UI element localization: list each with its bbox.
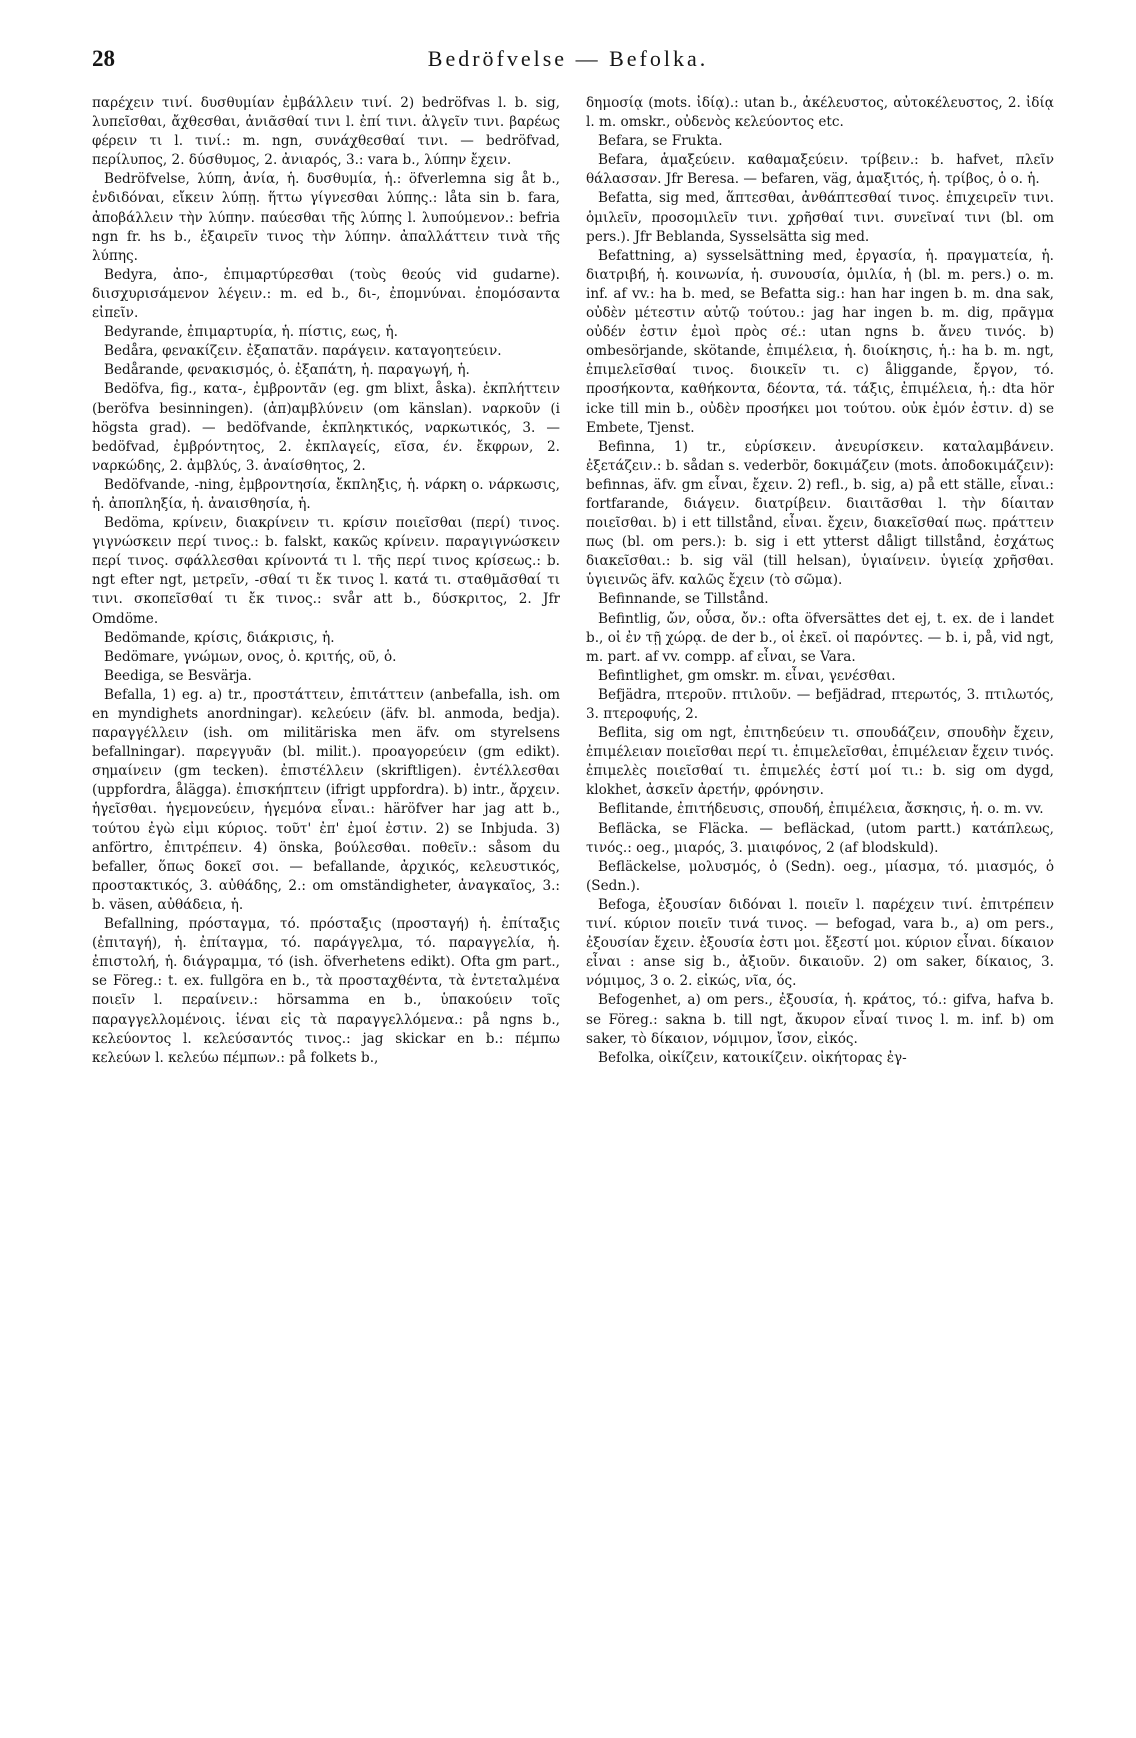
entry: Bedömande, κρίσις, διάκρισις, ἡ. — [104, 629, 335, 646]
entry: Befattning, a) sysselsättning med, ἐργασία, ἡ. πραγματεία, ἡ. διατριβή, ἡ. κοινωνία, ἡ. συνουσία, ὁμιλία, ἡ (bl. m. pers.) o. m. inf. af vv.: ha b. med, se Befatta sig.: han har ingen b. m. dna sak, οὐδὲν μέτεστιν αὐτῷ τούτου.: jag har ingen b. m. dig, πρᾶγμα οὐδέν ἐστιν ἐμοὶ πρὸς σέ.: utan ngns b. ἄνευ τινός. b) ombesörjande, skötande, ἐπιμέλεια, ἡ. διοίκησις, ἡ.: ha b. m. ngt, ἐπιμελεῖσθαί τινος. διοικεῖν τι. c) åliggande, ἔργον, τό. προσήκοντα, καθήκοντα, δέοντα, τά. τάξις, ἐπιμέλεια, ἡ.: dta hör icke till min b., οὐδὲν προσήκει μοι τούτου. οὐκ ἐμόν ἐστιν. d) se Embete, Tjenst. — [586, 247, 1054, 436]
entry: παρέχειν τινί. δυσθυμίαν ἐμβάλλειν τινί. 2) bedröfvas l. b. sig, λυπεῖσθαι, ἄχθεσθαι, ἀνιᾶσθαί τινι l. ἐπί τινι. ἀλγεῖν τινι. βαρέως φέρειν τι l. τινί.: m. ngn, συνάχθεσθαί τινι. — bedröfvad, περίλυπος, 2. δύσθυμος, 2. ἀνιαρός, 3.: vara b., λύπην ἔχειν. — [92, 95, 560, 169]
entry: Bedöfva, fig., κατα-, ἐμβροντᾶν (eg. gm blixt, åska). ἐκπλήττειν (beröfva besinningen). (ἀπ)αμβλύνειν (om känslan). ναρκοῦν (i högsta grad). — bedöfvande, ἐκπληκτικός, ναρκωτικός, 3. — bedöfvad, ἐμβρόντητος, 2. ἐκπλαγείς, εῖσα, έν. ἔκφρων, 2. ναρκώδης, 2. ἀμβλύς, 3. ἀναίσθητος, 2. — [92, 381, 560, 474]
entry: Befogenhet, a) om pers., ἐξουσία, ἡ. κράτος, τό.: gifva, hafva b. se Föreg.: sakna b. till ngt, ἄκυρον εἶναί τινος l. m. inf. b) om saker, τὸ δίκαιον, νόμιμον, ἴσον, εἰκός. — [586, 992, 1054, 1047]
entry: Bedyrande, ἐπιμαρτυρία, ἡ. πίστις, εως, ἡ. — [104, 324, 398, 341]
running-head: Bedröfvelse — Befolka. — [427, 46, 709, 71]
entry: Befläcka, se Fläcka. — befläckad, (utom partt.) κατάπλεως, τινός.: oeg., μιαρός, 3. μιαιφόνος, 2 (af blodskuld). — [586, 820, 1054, 856]
entry: Bedårande, φενακισμός, ὁ. ἐξαπάτη, ἡ. παραγωγή, ἡ. — [104, 362, 470, 379]
entry: Befläckelse, μολυσμός, ὁ (Sedn). oeg., μίασμα, τό. μιασμός, ὁ (Sedn.). — [586, 858, 1054, 894]
entry: Befintlighet, gm omskr. m. εἶναι, γενέσθαι. — [598, 667, 896, 684]
entry: Bedömare, γνώμων, ονος, ὁ. κριτής, οῦ, ὁ. — [104, 648, 397, 665]
entry: Beediga, se Besvärja. — [104, 667, 252, 684]
entry: Befolka, οἰκίζειν, κατοικίζειν. οἰκήτορας ἐγ- — [598, 1049, 907, 1066]
entry: Befoga, ἐξουσίαν διδόναι l. ποιεῖν l. παρέχειν τινί. ἐπιτρέπειν τινί. κύριον ποιεῖν τινά τινος. — befogad, vara b., a) om pers., ἐξουσίαν ἔχειν. ἐξουσία ἐστι μοι. ἔξεστί μοι. κύριον εἶναι. δίκαιον εἶναι : anse sig b., ἀξιοῦν. δικαιοῦν. 2) om saker, δίκαιος, 3. νόμιμος, 3 o. 2. εἰκώς, νῖα, ός. — [586, 896, 1054, 990]
entry: Befatta, sig med, ἅπτεσθαι, ἀνθάπτεσθαί τινος. ἐπιχειρεῖν τινι. ὁμιλεῖν, προσομιλεῖν τινι. χρῆσθαί τινι. συνεῖναί τινι (bl. om pers.). Jfr Beblanda, Sysselsätta sig med. — [586, 190, 1054, 245]
page-number: 28 — [92, 46, 115, 71]
entry: Befallning, πρόσταγμα, τό. πρόσταξις (προσταγή) ἡ. ἐπίταξις (ἐπιταγή), ἡ. ἐπίταγμα, τό. παράγγελμα, τό. παραγγελία, ἡ. ἐπιστολή, ἡ. διάγραμμα, τό (ish. öfverhetens edikt). Ofta gm part., se Föreg.: t. ex. fullgöra en b., τὰ προσταχθέντα, τὰ ἐντεταλμένα ποιεῖν l. περαίνειν.: hörsamma en b., ὑπακούειν τοῖς παραγγελλομένοις. ἰέναι εἰς τὰ παραγγελλόμενα.: på ngns b., κελεύοντος l. κελεύσαντός τινος.: jag skickar en b.: πέμπω κελεύων l. κελεύω πέμπων.: på folkets b., — [92, 916, 560, 1066]
entry: Befintlig, ὤν, οὖσα, ὄν.: ofta öfversättes det ej, t. ex. de i landet b., οἱ ἐν τῇ χώρᾳ. de der b., οἱ ἐκεῖ. οἱ παρόντες. — b. i, på, vid ngt, m. part. af vv. compp. af εἶναι, se Vara. — [586, 610, 1054, 665]
entry: Bedöma, κρίνειν, διακρίνειν τι. κρίσιν ποιεῖσθαι (περί) τινος. γιγνώσκειν περί τινος.: b. falskt, κακῶς κρίνειν. παραγιγνώσκειν περί τινος. σφάλλεσθαι κρίνοντά τι l. τῆς περί τινος κρίσεως.: b. ngt efter ngt, μετρεῖν, -σθαί τι ἔκ τινος l. κατά τι. σταθμᾶσθαί τι τινι. σκοπεῖσθαί τι ἔκ τινος.: svår att b., δύσκριτος, 2. Jfr Omdöme. — [92, 515, 560, 627]
entry: Bedåra, φενακίζειν. ἐξαπατᾶν. παράγειν. καταγοητεύειν. — [104, 343, 502, 360]
entry: Beflita, sig om ngt, ἐπιτηδεύειν τι. σπουδάζειν, σπουδὴν ἔχειν, ἐπιμέλειαν ποιεῖσθαι περί τι. ἐπιμελεῖσθαι, ἐπιμέλειαν ἔχειν τινός. ἐπιμελὲς ποιεῖσθαί τι. ἐπιμελές ἐστί μοί τι.: b. sig om dygd, klokhet, ἀσκεῖν ἀρετήν, φρόνησιν. — [586, 725, 1054, 799]
left-column — [92, 94, 560, 1714]
entry: Bedyra, ἀπο-, ἐπιμαρτύρεσθαι (τοὺς θεούς vid gudarne). διισχυρισάμενον λέγειν.: m. ed b., δι-, ἐπομνύναι. ἐπομόσαντα εἰπεῖν. — [92, 266, 560, 322]
right-column — [586, 94, 1054, 1714]
entry: Beflitande, ἐπιτήδευσις, σπουδή, ἐπιμέλεια, ἄσκησις, ἡ. o. m. vv. — [598, 801, 1044, 818]
entry: Befinna, 1) tr., εὑρίσκειν. ἀνευρίσκειν. καταλαμβάνειν. ἐξετάζειν.: b. sådan s. vederbör, δοκιμάζειν (mots. ἀποδοκιμάζειν): befinnas, äfv. gm εἶναι, ἔχειν. 2) refl., b. sig, a) på ett ställe, εἶναι.: fortfarande, διάγειν. διατρίβειν. διαιτᾶσθαι l. τὴν δίαιταν ποιεῖσθαι. b) i ett tillstånd, εἶναι. ἔχειν, διακεῖσθαί πως. πράττειν πως (bl. om pers.): b. sig i ett ytterst dåligt tillstånd, ἐσχάτως διακεῖσθαι.: b. sig väl (till helsan), ὑγιαίνειν. ὑγιείᾳ χρῆσθαι. ὑγιεινῶς äfv. καλῶς ἔχειν (τὸ σῶμα). — [586, 438, 1054, 589]
entry: Befara, se Frukta. — [598, 133, 723, 150]
entry: Bedröfvelse, λύπη, ἀνία, ἡ. δυσθυμία, ἡ.: öfverlemna sig åt b., ἐνδιδόναι, εἴκειν λύπῃ. ἥττω γίγνεσθαι λύπης.: låta sin b. fara, ἀποβάλλειν τὴν λύπην. παύεσθαι τῆς λύπης l. λυπούμενον.: befria ngn fr. hs b., ἐξαιρεῖν τινος τὴν λύπην. ἀπαλλάττειν τινὰ τῆς λύπης. — [92, 171, 560, 264]
entry: Befjädra, πτεροῦν. πτιλοῦν. — befjädrad, πτερωτός, 3. πτιλωτός, 3. πτεροφυής, 2. — [586, 686, 1054, 722]
entry: Befara, ἁμαξεύειν. καθαμαξεύειν. τρίβειν.: b. hafvet, πλεῖν θάλασσαν. Jfr Beresa. — befaren, väg, ἁμαξιτός, ἡ. τρίβος, ὁ o. ἡ. — [586, 152, 1054, 188]
entry: Befalla, 1) eg. a) tr., προστάττειν, ἐπιτάττειν (anbefalla, ish. om en myndighets anordningar). κελεύειν (äfv. bl. anmoda, bedja). παραγγέλλειν (ish. om militäriska men äfv. om styrelsens befallningar). παρεγγυᾶν (bl. milit.). προαγορεύειν (gm edikt). σημαίνειν (gm tecken). ἐπιστέλλειν (skriftligen). ἐντέλλεσθαι (uppfordra, ålägga). ἐπισκήπτειν (ifrigt uppfordra). b) intr., ἄρχειν. ἡγεῖσθαι. ἡγεμονεύειν, ἡγεμόνα εἶναι.: häröfver har jag att b., τούτου ἐγὼ εἰμι κύριος. τοῦτ' ἐπ' ἐμοί ἐστιν. 2) se Inbjuda. 3) anförtro, ἐπιτρέπειν. 4) önska, βούλεσθαι. ποθεῖν.: såsom du befaller, ὅπως δοκεῖ σοι. — befallande, ἀρχικός, κελευστικός, προστακτικός, 3. αὐθάδης, 2.: om omständigheter, ἀναγκαῖος, 3.: b. väsen, αὐθάδεια, ἡ. — [92, 686, 560, 913]
entry: Befinnande, se Tillstånd. — [598, 591, 769, 608]
entry: δημοσίᾳ (mots. ἰδίᾳ).: utan b., ἀκέλευστος, αὐτοκέλευστος, 2. ἰδίᾳ l. m. omskr., οὐδενὸς κελεύοντος etc. — [586, 95, 1054, 131]
entry: Bedöfvande, -ning, ἐμβροντησία, ἔκπληξις, ἡ. νάρκη o. νάρκωσις, ἡ. ἀποπληξία, ἡ. ἀναισθησία, ἡ. — [92, 476, 560, 512]
